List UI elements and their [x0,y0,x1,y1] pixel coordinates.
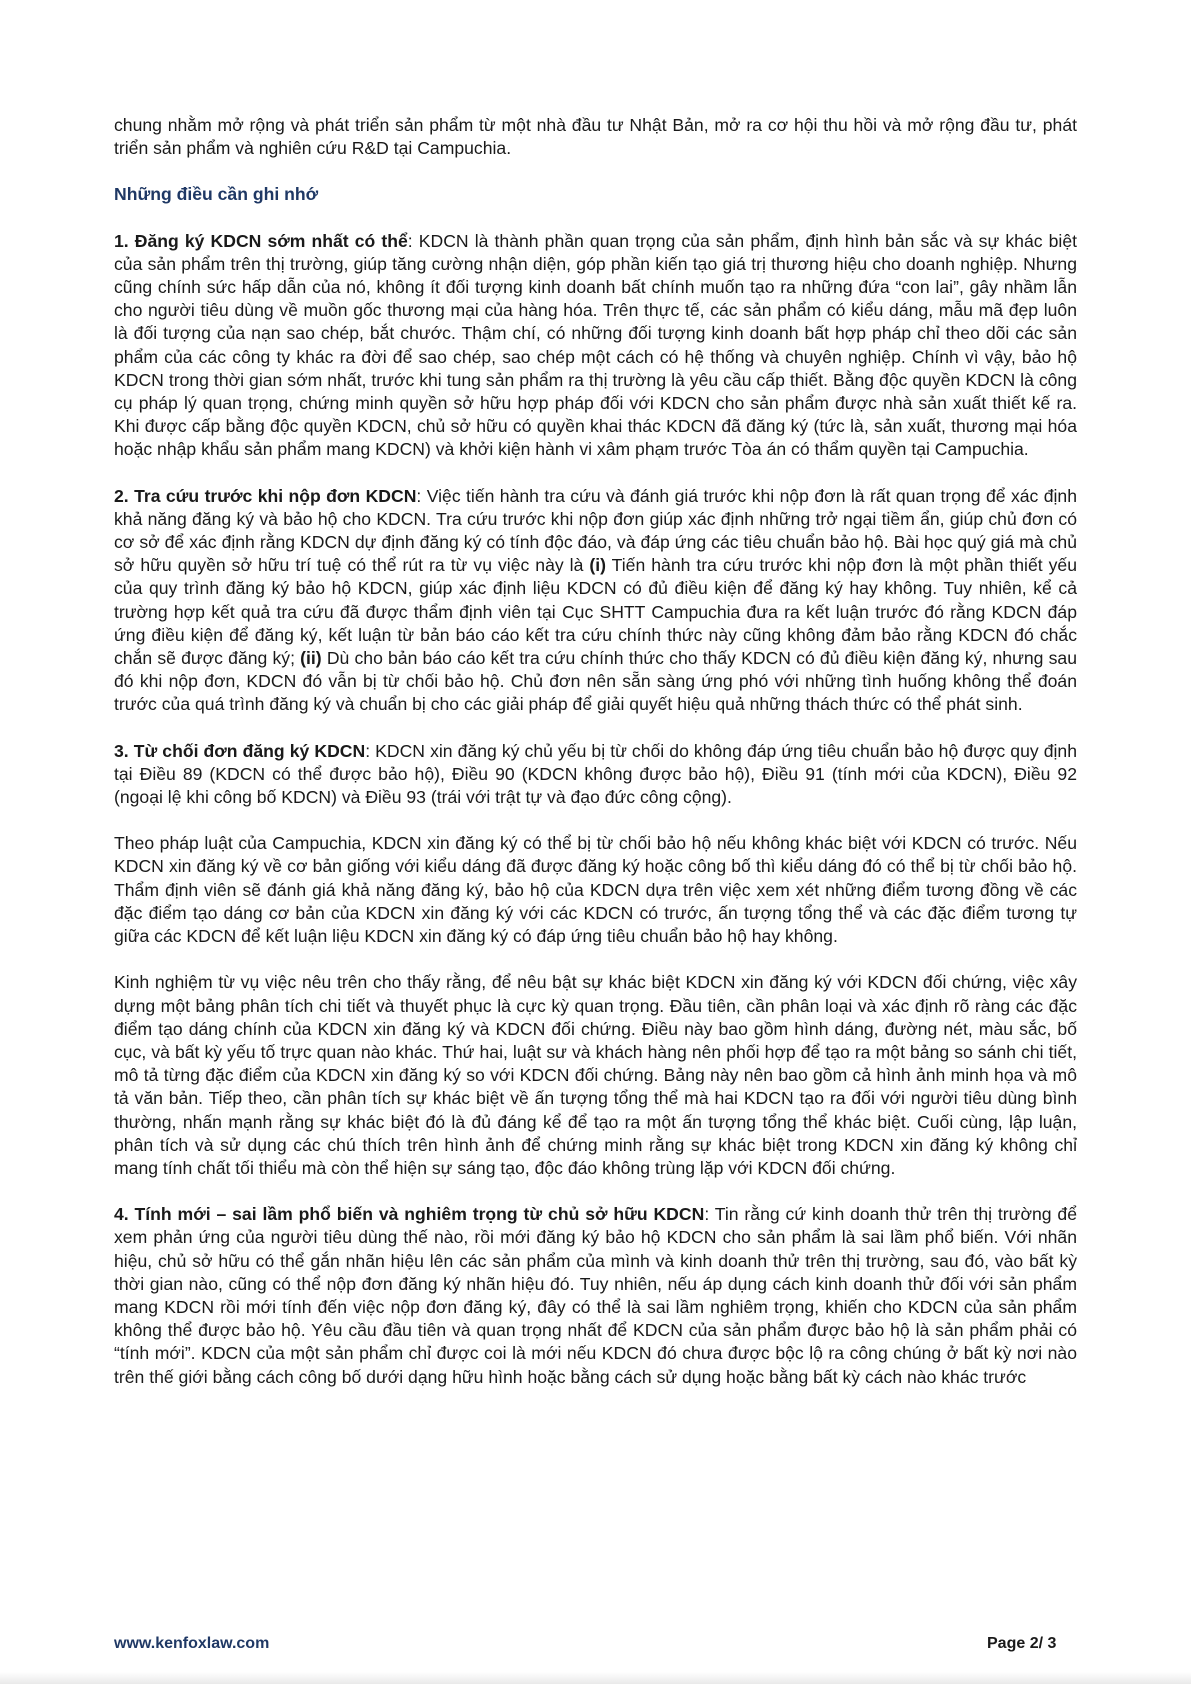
point-3-paragraph [114,740,1077,810]
footer-website-link[interactable]: www.kenfoxlaw.com [114,1635,270,1652]
point-2-title: 2. Tra cứu trước khi nộp đơn KDCN [114,485,417,506]
point-4-paragraph [114,1203,1077,1389]
point-2-body-c: Dù cho bản báo cáo kết tra cứu chính thức cho thấy KDCN có đủ điều kiện đăng ký, nhưng sau đó khi nộp đơn, KDCN đó vẫn bị từ chối bảo hộ. Chủ đơn nên sẵn sàng ứng phó với những tình huống không thể đoán trước của quá trình đăng ký và chuẩn bị cho các giải pháp để giải quyết hiệu quả những thách thức có thể phát sinh. [114,648,1077,715]
experience-paragraph: Kinh nghiệm từ vụ việc nêu trên cho thấy rằng, để nêu bật sự khác biệt KDCN xin đăng ký với KDCN đối chứng, việc xây dựng một bảng phân tích chi tiết và thuyết phục là cực kỳ quan trọng. Đầu tiên, cần phân loại và xác định rõ ràng các đặc điểm tạo dáng chính của KDCN xin đăng ký và KDCN đối chứng. Điều này bao gồm hình dáng, đường nét, màu sắc, bố cục, và bất kỳ yếu tố trực quan nào khác. Thứ hai, luật sư và khách hàng nên phối hợp để tạo ra một bảng so sánh chi tiết, mô tả từng đặc điểm của KDCN xin đăng ký so với KDCN đối chứng. Bảng này nên bao gồm cả hình ảnh minh họa và mô tả văn bản. Tiếp theo, cần phân tích sự khác biệt về ấn tượng tổng thể mà hai KDCN tạo ra đối với người tiêu dùng bình thường, nhấn mạnh rằng sự khác biệt đó là đủ đáng kể để tạo ra một ấn tượng tổng thể khác biệt. Cuối cùng, lập luận, phân tích và sử dụng các chú thích trên hình ảnh để chứng minh rằng sự khác biệt trong KDCN xin đăng ký không chỉ mang tính chất tối thiểu mà còn thể hiện sự sáng tạo, độc đáo không trùng lặp với KDCN đối chứng. [114,972,1077,1178]
point-2-body-a: : Việc tiến hành tra cứu và đánh giá trước khi nộp đơn là rất quan trọng để xác định khả năng đăng ký và bảo hộ cho KDCN. Tra cứu trước khi nộp đơn giúp xác định những trở ngại tiềm ẩn, giúp chủ đơn có cơ sở để xác định rằng KDCN dự định đăng ký có tính độc đáo, và đáp ứng các tiêu chuẩn bảo hộ. Bài học quý giá mà chủ sở hữu quyền sở hữu trí tuệ có thể rút ra từ vụ việc này là [114,485,1077,576]
point-2-paragraph [114,485,1077,717]
law-paragraph: Theo pháp luật của Campuchia, KDCN xin đăng ký có thể bị từ chối bảo hộ nếu không khác biệt với KDCN có trước. Nếu KDCN xin đăng ký về cơ bản giống với kiểu dáng đã được đăng ký hoặc công bố thì kiểu dáng đó có thể bị từ chối bảo hộ. Thẩm định viên sẽ đánh giá khả năng đăng ký, bảo hộ của KDCN dựa trên việc xem xét những điểm tương đồng về các đặc điểm tạo dáng cơ bản của KDCN xin đăng ký với các KDCN có trước, ấn tượng tổng thể và các đặc điểm tương tự giữa các KDCN để kết luận liệu KDCN xin đăng ký có đáp ứng tiêu chuẩn bảo hộ hay không. [114,833,1077,947]
point-1-body: : KDCN là thành phần quan trọng của sản phẩm, định hình bản sắc và sự khác biệt của sản phẩm trên thị trường, giúp tăng cường nhận diện, góp phần kiến tạo giá trị thương hiệu cho doanh nghiệp. Nhưng cũng chính sức hấp dẫn của nó, không ít đối tượng kinh doanh bất chính muốn tạo ra những đứa “con lai”, gây nhầm lẫn cho người tiêu dùng về muồn gốc thương mại của hàng hóa. Trên thực tế, các sản phẩm có kiểu dáng, mẫu mã đẹp luôn là đối tượng của nạn sao chép, bắt chước. Thậm chí, có những đối tượng kinh doanh bất hợp pháp chỉ theo dõi các sản phẩm của các công ty khác ra đời để sao chép, sao chép một cách có hệ thống và chuyên nghiệp. Chính vì vậy, bảo hộ KDCN trong thời gian sớm nhất, trước khi tung sản phẩm ra thị trường là yêu cầu cấp thiết. Bằng độc quyền KDCN là công cụ pháp lý quan trọng, chứng minh quyền sở hữu hợp pháp đối với KDCN cho sản phẩm được nhà sản xuất thiết kế ra. Khi được cấp bằng độc quyền KDCN, chủ sở hữu có quyền khai thác KDCN đã đăng ký (tức là, sản xuất, thương mại hóa hoặc nhập khẩu sản phẩm mang KDCN) và khởi kiện hành vi xâm phạm trước Tòa án có thẩm quyền tại Campuchia. [114,230,1077,460]
page-number: Page 2/ 3 [987,1635,1057,1652]
point-2-mark-ii: (ii) [300,648,322,669]
point-4-title: 4. Tính mới – sai lầm phổ biến và nghiêm trọng từ chủ sở hữu KDCN [114,1204,705,1225]
point-2-body-b: Tiến hành tra cứu trước khi nộp đơn là một phần thiết yếu của quy trình đăng ký bảo hộ KDCN, giúp xác định liệu KDCN có đủ điều kiện để đăng ký hay không. Tuy nhiên, kể cả trường hợp kết quả tra cứu đã được thẩm định viên tại Cục SHTT Campuchia đưa ra kết luận trước đó rằng KDCN đáp ứng điều kiện để đăng ký, kết luận từ bản báo cáo kết tra cứu chính thức này cũng không đảm bảo rằng KDCN đó chắc chắn sẽ được đăng ký; [114,555,1077,669]
document-body [114,114,1077,1412]
intro-paragraph: chung nhằm mở rộng và phát triển sản phẩm từ một nhà đầu tư Nhật Bản, mở ra cơ hội thu hồi và mở rộng đầu tư, phát triển sản phẩm và nghiên cứu R&D tại Campuchia. [114,115,1077,159]
section-heading: Những điều cần ghi nhớ [114,184,319,205]
point-1-title: 1. Đăng ký KDCN sớm nhất có thể [114,230,408,251]
point-3-title: 3. Từ chối đơn đăng ký KDCN [114,740,366,761]
page-bottom-edge [0,1672,1191,1684]
point-1-paragraph [114,230,1077,462]
point-2-mark-i: (i) [589,555,606,576]
point-4-body: : Tin rằng cứ kinh doanh thử trên thị trường để xem phản ứng của người tiêu dùng thế nào, rồi mới đăng ký bảo hộ KDCN cho sản phẩm là sai lầm phổ biến. Với nhãn hiệu, chủ sở hữu có thể gắn nhãn hiệu lên các sản phẩm của mình và kinh doanh thử trên thị trường, sau đó, vào bất kỳ thời gian nào, cũng có thể nộp đơn đăng ký nhãn hiệu đó. Tuy nhiên, nếu áp dụng cách kinh doanh thử đối với sản phẩm mang KDCN rồi mới tính đến việc nộp đơn đăng ký, đây có thể là sai lầm nghiêm trọng, khiến cho KDCN của sản phẩm không thể được bảo hộ. Yêu cầu đầu tiên và quan trọng nhất để KDCN của sản phẩm được bảo hộ là sản phẩm phải có “tính mới”. KDCN của một sản phẩm chỉ được coi là mới nếu KDCN đó chưa được bộc lộ ra công chúng ở bất kỳ nơi nào trên thế giới bằng cách công bố dưới dạng hữu hình hoặc bằng cách sử dụng hoặc bằng bất kỳ cách nào khác trước [114,1204,1078,1387]
point-3-body: : KDCN xin đăng ký chủ yếu bị từ chối do không đáp ứng tiêu chuẩn bảo hộ được quy định tại Điều 89 (KDCN có thể được bảo hộ), Điều 90 (KDCN không được bảo hộ), Điều 91 (tính mới của KDCN), Điều 92 (ngoại lệ khi công bố KDCN) và Điều 93 (trái với trật tự và đạo đức công cộng). [114,740,1077,808]
